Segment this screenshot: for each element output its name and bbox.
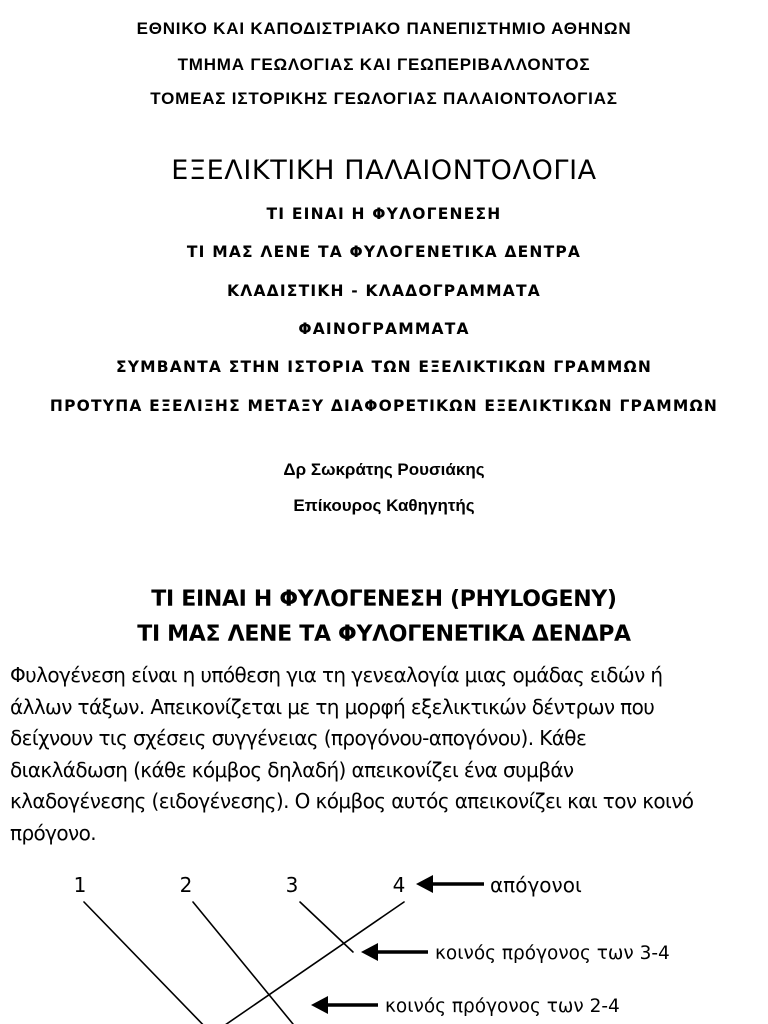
topic-item: ΚΛΑΔΙΣΤΙΚΗ - ΚΛΑΔΟΓΡΑΜΜΑΤΑ: [227, 282, 541, 300]
author-position: Επίκουρος Καθηγητής: [293, 496, 475, 515]
section-heading-line-1: ΤΙ ΕΙΝΑΙ Η ΦΥΛΟΓΕΝΕΣΗ (PHYLOGENY): [151, 587, 617, 612]
ancestor-3-4-label: κοινός πρόγονος των 3-4: [435, 943, 670, 964]
descendants-arrow: [416, 875, 484, 893]
topic-item: ΤΙ ΜΑΣ ΛΕΝΕ ΤΑ ΦΥΛΟΓΕΝΕΤΙΚΑ ΔΕΝΤΡΑ: [186, 243, 582, 261]
university-name: ΕΘΝΙΚΟ ΚΑΙ ΚΑΠΟΔΙΣΤΡΙΑΚΟ ΠΑΝΕΠΙΣΤΗΜΙΟ ΑΘΗΝΩΝ: [136, 19, 632, 38]
paragraph-line: άλλων τάξων. Απεικονίζεται με τη μορφή εξελικτικών δέντρων που: [10, 694, 655, 719]
course-title: ΕΞΕΛΙΚΤΙΚΗ ΠΑΛΑΙΟΝΤΟΛΟΓΙΑ: [171, 155, 597, 186]
section-heading-line-2: ΤΙ ΜΑΣ ΛΕΝΕ ΤΑ ΦΥΛΟΓΕΝΕΤΙΚΑ ΔΕΝΔΡΑ: [137, 622, 631, 647]
topic-item: ΤΙ ΕΙΝΑΙ Η ΦΥΛΟΓΕΝΕΣΗ: [266, 205, 502, 223]
paragraph-line: πρόγονο.: [10, 820, 97, 845]
paragraph-line: Φυλογένεση είναι η υπόθεση για τη γενεαλογία μιας ομάδας ειδών ή: [10, 663, 663, 687]
branch-to-taxon-2: [193, 902, 293, 1024]
taxon-label-1: 1: [73, 873, 87, 897]
author-name: Δρ Σωκράτης Ρουσιάκης: [283, 460, 485, 479]
descendants-label: απόγονοι: [490, 873, 582, 897]
paragraph-line: διακλάδωση (κάθε κόμβος δηλαδή) απεικονίζει ένα συμβάν: [10, 757, 574, 782]
department-name: ΤΜΗΜΑ ΓΕΩΛΟΓΙΑΣ ΚΑΙ ΓΕΩΠΕΡΙΒΑΛΛΟΝΤΟΣ: [177, 55, 591, 74]
paragraph-line: δείχνουν τις σχέσεις συγγένειας (προγόνου-απογόνου). Κάθε: [10, 726, 587, 750]
taxon-label-4: 4: [392, 873, 406, 897]
taxon-label-3: 3: [285, 873, 299, 897]
ancestor-2-4-label: κοινός πρόγονος των 2-4: [385, 996, 620, 1017]
topic-item: ΣΥΜΒΑΝΤΑ ΣΤΗΝ ΙΣΤΟΡΙΑ ΤΩΝ ΕΞΕΛΙΚΤΙΚΩΝ ΓΡΑΜΜΩΝ: [115, 358, 653, 376]
taxon-label-2: 2: [179, 873, 193, 897]
topic-item: ΠΡΟΤΥΠΑ ΕΞΕΛΙΞΗΣ ΜΕΤΑΞΥ ΔΙΑΦΟΡΕΤΙΚΩΝ ΕΞΕΛΙΚΤΙΚΩΝ ΓΡΑΜΜΩΝ: [49, 397, 719, 415]
section-name: ΤΟΜΕΑΣ ΙΣΤΟΡΙΚΗΣ ΓΕΩΛΟΓΙΑΣ ΠΑΛΑΙΟΝΤΟΛΟΓΙΑΣ: [150, 89, 618, 108]
phylogenetic-tree-diagram: [0, 860, 768, 1024]
paragraph-line: κλαδογένεσης (ειδογένεσης). Ο κόμβος αυτός απεικονίζει και τον κοινό: [10, 789, 694, 813]
branch-to-taxon-3: [300, 902, 353, 952]
branch-to-taxon-1: [84, 902, 212, 1024]
ancestor-3-4-arrow: [361, 943, 428, 961]
ancestor-2-4-arrow: [311, 996, 378, 1014]
phylogeny-definition-paragraph: [10, 660, 762, 849]
topic-item: ΦΑΙΝΟΓΡΑΜΜΑΤΑ: [298, 320, 470, 338]
